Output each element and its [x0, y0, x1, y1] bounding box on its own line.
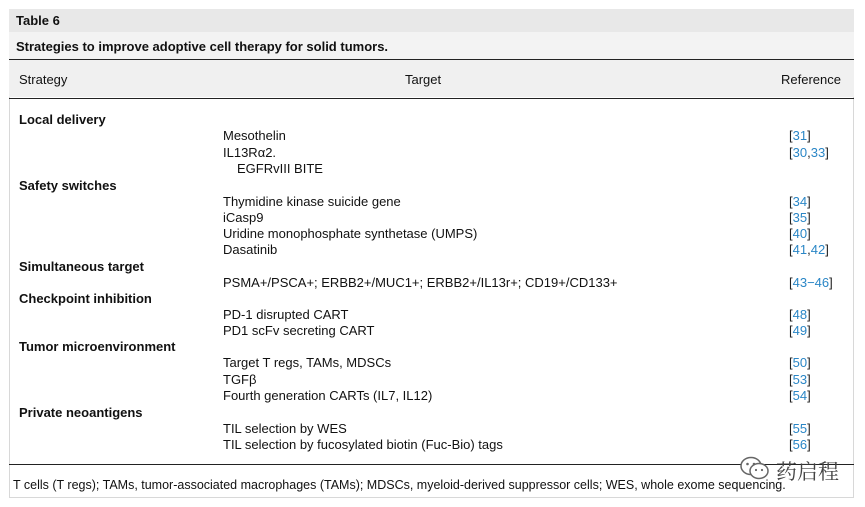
table-row [0, 307, 865, 323]
reference-cell [789, 388, 811, 403]
reference-bracket-open: [ [789, 437, 793, 452]
column-header-strategy: Strategy [19, 72, 68, 87]
footer-rule [9, 464, 854, 465]
strategy-category: Checkpoint inhibition [19, 291, 152, 306]
target-cell: TGFβ [223, 372, 257, 387]
reference-cell [789, 323, 811, 338]
table-row [0, 226, 865, 242]
reference-bracket-open: [ [789, 372, 793, 387]
reference-bracket-open: [ [789, 210, 793, 225]
reference-bracket-close: ] [807, 226, 811, 241]
target-cell: Thymidine kinase suicide gene [223, 194, 401, 209]
strategy-category: Private neoantigens [19, 405, 143, 420]
reference-link[interactable]: 50 [792, 355, 808, 370]
header-rule [9, 98, 854, 99]
reference-bracket-close: ] [807, 355, 811, 370]
reference-cell [789, 226, 811, 241]
target-cell: PD-1 disrupted CART [223, 307, 349, 322]
target-cell: EGFRvIII BITE [237, 161, 323, 176]
table-row [0, 210, 865, 226]
reference-bracket-open: [ [789, 275, 793, 290]
target-cell: Dasatinib [223, 242, 278, 257]
section-row [0, 259, 865, 275]
table-row [0, 388, 865, 404]
table-footnote: T cells (T regs); TAMs, tumor-associated macrophages (TAMs); MDSCs, myeloid-derived suppressor cells; WES, whole exome sequencing. [13, 478, 786, 492]
reference-bracket-close: ] [807, 194, 811, 209]
target-cell: Target T regs, TAMs, MDSCs [223, 355, 392, 370]
reference-bracket-close: ] [807, 372, 811, 387]
table-row [0, 323, 865, 339]
table-row [0, 242, 865, 258]
reference-bracket-close: ] [807, 307, 811, 322]
reference-link[interactable]: 41 [792, 242, 808, 257]
reference-bracket-close: ] [825, 242, 829, 257]
watermark-text: 药启程 [776, 460, 839, 484]
target-cell: PSMA+/PSCA+; ERBB2+/MUC1+; ERBB2+/IL13r+; CD19+/CD133+ [223, 275, 618, 290]
table-row [0, 437, 865, 453]
reference-bracket-open: [ [789, 145, 793, 160]
table-caption: Strategies to improve adoptive cell therapy for solid tumors. [9, 32, 854, 59]
reference-cell [789, 145, 829, 160]
target-cell: PD1 scFv secreting CART [223, 323, 375, 338]
target-cell: Uridine monophosphate synthetase (UMPS) [223, 226, 478, 241]
table-row [0, 372, 865, 388]
section-row [0, 291, 865, 307]
reference-link[interactable]: 34 [792, 194, 808, 209]
reference-bracket-open: [ [789, 242, 793, 257]
table-row [0, 421, 865, 437]
watermark [740, 455, 852, 484]
table-label: Table 6 [9, 9, 854, 32]
reference-link[interactable]: 40 [792, 226, 808, 241]
reference-cell [789, 421, 811, 436]
reference-cell [789, 242, 829, 257]
strategy-category: Local delivery [19, 112, 106, 127]
reference-link[interactable]: 43−46 [792, 275, 830, 290]
strategy-category: Tumor microenvironment [19, 339, 176, 354]
section-row [0, 339, 865, 355]
reference-bracket-close: ] [807, 388, 811, 403]
reference-link[interactable]: 54 [792, 388, 808, 403]
reference-bracket-open: [ [789, 388, 793, 403]
target-cell: TIL selection by WES [223, 421, 347, 436]
wechat-icon [740, 455, 770, 481]
table-row [0, 275, 865, 291]
reference-bracket-close: ] [807, 437, 811, 452]
reference-link[interactable]: 30 [792, 145, 808, 160]
reference-cell [789, 372, 811, 387]
reference-link[interactable]: 56 [792, 437, 808, 452]
table-row [0, 355, 865, 371]
reference-cell [789, 210, 811, 225]
column-header-reference: Reference [781, 72, 841, 87]
reference-link[interactable]: 42 [810, 242, 826, 257]
reference-bracket-close: ] [807, 128, 811, 143]
table-row [0, 161, 865, 177]
reference-separator: , [807, 242, 811, 257]
section-row [0, 405, 865, 421]
reference-link[interactable]: 55 [792, 421, 808, 436]
reference-bracket-close: ] [829, 275, 833, 290]
reference-cell [789, 307, 811, 322]
reference-cell [789, 355, 811, 370]
reference-cell [789, 128, 811, 143]
target-cell: Fourth generation CARTs (IL7, IL12) [223, 388, 433, 403]
target-cell: Mesothelin [223, 128, 286, 143]
reference-bracket-open: [ [789, 226, 793, 241]
section-row [0, 112, 865, 128]
reference-link[interactable]: 53 [792, 372, 808, 387]
target-cell: iCasp9 [223, 210, 264, 225]
reference-bracket-close: ] [807, 210, 811, 225]
reference-bracket-open: [ [789, 421, 793, 436]
reference-bracket-open: [ [789, 194, 793, 209]
strategy-category: Simultaneous target [19, 259, 144, 274]
strategy-category: Safety switches [19, 178, 117, 193]
reference-bracket-open: [ [789, 323, 793, 338]
reference-cell [789, 437, 811, 452]
reference-separator: , [807, 145, 811, 160]
reference-link[interactable]: 31 [792, 128, 808, 143]
reference-bracket-close: ] [825, 145, 829, 160]
reference-cell [789, 194, 811, 209]
target-cell: TIL selection by fucosylated biotin (Fuc-Bio) tags [223, 437, 503, 452]
table-row [0, 194, 865, 210]
reference-cell [789, 275, 833, 290]
table-header [9, 60, 854, 97]
table-row [0, 145, 865, 161]
table-row [0, 128, 865, 144]
reference-bracket-close: ] [807, 323, 811, 338]
reference-bracket-close: ] [807, 421, 811, 436]
target-cell: IL13Rα2. [223, 145, 277, 160]
reference-link[interactable]: 48 [792, 307, 808, 322]
column-header-target: Target [405, 72, 442, 87]
reference-link[interactable]: 35 [792, 210, 808, 225]
section-row [0, 178, 865, 194]
reference-bracket-open: [ [789, 128, 793, 143]
reference-link[interactable]: 33 [810, 145, 826, 160]
reference-link[interactable]: 49 [792, 323, 808, 338]
reference-bracket-open: [ [789, 307, 793, 322]
reference-bracket-open: [ [789, 355, 793, 370]
